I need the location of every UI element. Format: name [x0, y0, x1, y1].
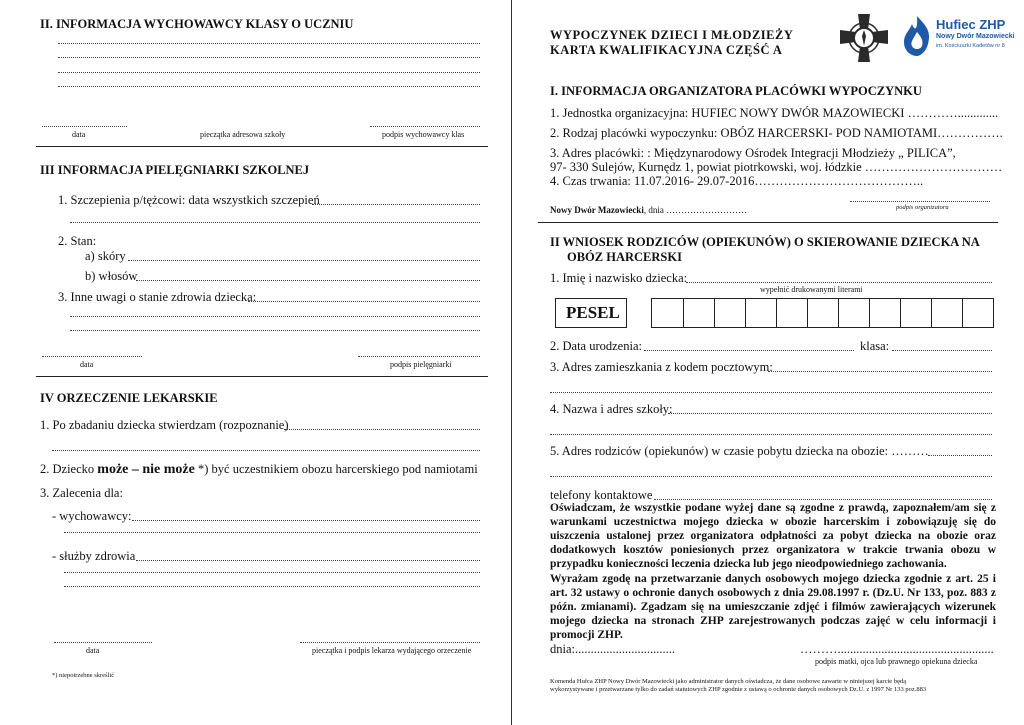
organizer-place: Nowy Dwór Mazowiecki: [550, 205, 644, 215]
school-label: 4. Nazwa i adres szkoły:: [550, 402, 673, 416]
school-field[interactable]: [668, 413, 992, 414]
footer-line-2: wykorzystywane i przetwarzane tylko do zadań statutowych ZHP zgodnie z ustawą o ochronie danych osobowych Dz.U. z 1997 Nr 133 poz.883: [550, 686, 927, 693]
organizer-place-date: [550, 205, 747, 215]
pesel-cell: [807, 299, 808, 327]
organizer-signature-label: podpis organizatora: [896, 204, 949, 211]
pesel-cell: [683, 299, 684, 327]
logo-sub2: im. Kościuszki Kadetów nr 8: [936, 43, 1005, 49]
section-iv-doctor-title: IV ORZECZENIE LEKARSKIE: [40, 391, 218, 405]
camp-type: 2. Rodzaj placówki wypoczynku: OBÓZ HARCERSKI- POD NAMIOTAMI…………….: [550, 126, 1003, 140]
vaccination-field-2[interactable]: [70, 222, 480, 223]
diagnosis-field-2[interactable]: [52, 450, 480, 451]
educators-field[interactable]: [132, 520, 480, 521]
pesel-cell: [869, 299, 870, 327]
phones-label: telefony kontaktowe: [550, 488, 653, 502]
camp-duration: 4. Czas trwania: 11.07.2016- 29.07-2016…………………………………..: [550, 174, 924, 188]
school-stamp-label: pieczątka adresowa szkoły: [200, 130, 286, 139]
section-divider: [36, 146, 488, 147]
parents-address-label: 5. Adres rodziców (opiekunów) w czasie pobytu dziecka na obozie: ………: [550, 444, 929, 458]
doctor-signature-line[interactable]: [300, 642, 480, 643]
pesel-cell: [714, 299, 715, 327]
birth-date-field[interactable]: [644, 350, 854, 351]
parent-signature-line[interactable]: ………..................................................: [800, 642, 994, 656]
hufiec-flame-logo-icon: [898, 14, 936, 58]
teacher-line[interactable]: [58, 72, 480, 73]
teacher-line[interactable]: [58, 43, 480, 44]
other-health-label: 3. Inne uwagi o stanie zdrowia dziecka:: [58, 290, 257, 304]
home-address-field-2[interactable]: [550, 392, 992, 393]
health-service-field-2[interactable]: [64, 572, 480, 573]
health-service-field[interactable]: [136, 560, 480, 561]
class-label: klasa:: [860, 339, 890, 353]
child-qualification-rest: *) być uczestnikiem obozu harcerskiego pod namiotami: [197, 462, 478, 476]
child-qualification: [40, 462, 478, 478]
home-address-field[interactable]: [768, 371, 992, 372]
hair-label: b) włosów: [85, 269, 138, 283]
organizer-date[interactable]: , dnia ………………………: [643, 205, 748, 215]
nurse-signature-line[interactable]: [358, 356, 480, 357]
pesel-cell: [900, 299, 901, 327]
health-service-field-3[interactable]: [64, 586, 480, 587]
logo-sub1: Nowy Dwór Mazowiecki: [936, 33, 1015, 40]
camp-address-1: 3. Adres placówki: : Międzynarodowy Ośrodek Integracji Młodzieży „ PILICA”,: [550, 146, 956, 160]
doctor-signature-label: pieczątka i podpis lekarza wydającego orzeczenie: [312, 646, 472, 655]
parents-address-field-2[interactable]: [550, 476, 992, 477]
skin-label: a) skóry: [85, 249, 126, 263]
pesel-label-box: [555, 298, 627, 328]
school-field-2[interactable]: [550, 434, 992, 435]
pesel-label: PESEL: [566, 303, 620, 322]
pesel-input[interactable]: [651, 298, 994, 328]
pesel-cell: [776, 299, 777, 327]
class-field[interactable]: [892, 350, 992, 351]
child-label: 2. Dziecko: [40, 462, 95, 476]
form-title-line2: KARTA KWALIFIKACYJNA CZĘŚĆ A: [550, 43, 783, 57]
section-ii-parents-title-1: II WNIOSEK RODZICÓW (OPIEKUNÓW) O SKIEROWANIE DZIECKA NA: [550, 235, 980, 249]
nurse-signature-label: podpis pielęgniarki: [390, 360, 452, 369]
may-may-not-choice[interactable]: może – nie może: [97, 462, 195, 477]
org-unit: 1. Jednostka organizacyjna: HUFIEC NOWY DWÓR MAZOWIECKI ………….............: [550, 106, 999, 120]
section-iii-nurse-title: III INFORMACJA PIELĘGNIARKI SZKOLNEJ: [40, 163, 310, 177]
pesel-cell: [838, 299, 839, 327]
section-i-organizer-title: I. INFORMACJA ORGANIZATORA PLACÓWKI WYPOCZYNKU: [550, 84, 922, 98]
pesel-cell: [745, 299, 746, 327]
diagnosis-label: 1. Po zbadaniu dziecka stwierdzam (rozpoznanie): [40, 418, 289, 432]
zhp-cross-logo: [838, 12, 890, 64]
footer-line-1: Komenda Hufca ZHP Nowy Dwór Mazowiecki jako administrator danych oświadcza, że dane osobowe zawarte w niniejszej karcie będą: [550, 678, 907, 685]
other-health-field[interactable]: [248, 301, 480, 302]
section-ii-teacher-title: II. INFORMACJA WYCHOWAWCY KLASY O UCZNIU: [40, 17, 354, 31]
teacher-date-label: data: [72, 130, 86, 139]
nurse-date-line[interactable]: [42, 356, 142, 357]
parent-declaration: Oświadczam, że wszystkie podane wyżej dane są zgodne z prawdą, zapoznałem/am się z warunkami uczestnictwa mojego dziecka w obozie harcerskim i zobowiązuję się do uiszczenia ustalonej przez organizatora odpłatności za pobyt dziecka na obozie oraz dodatkowych kosztów poniesionych przez organizatora w trakcie trwania obozu w przypadku konieczności leczenia dziecka lub jego nieodpowiedniego zachowania.: [550, 502, 996, 570]
recommendations-label: 3. Zalecenia dla:: [40, 486, 123, 500]
parent-signature-label: podpis matki, ojca lub prawnego opiekuna dziecka: [815, 657, 978, 666]
child-name-label: 1. Imię i nazwisko dziecka:: [550, 271, 688, 285]
organizer-signature-line[interactable]: [850, 201, 990, 202]
educators-label: - wychowawcy:: [52, 509, 132, 523]
skin-field[interactable]: [128, 260, 480, 261]
vaccination-label: 1. Szczepienia p/tężcowi: data wszystkich szczepień: [58, 193, 320, 207]
footnote: *) niepotrzebne skreślić: [52, 672, 115, 679]
other-health-field-3[interactable]: [70, 330, 480, 331]
child-name-hint: wypełnić drukowanymi literami: [760, 285, 863, 294]
doctor-date-line[interactable]: [54, 642, 152, 643]
section-divider: [36, 376, 488, 377]
teacher-line[interactable]: [58, 57, 480, 58]
logo-brand: Hufiec ZHP: [936, 17, 1006, 32]
section-divider: [538, 222, 998, 223]
camp-address-2: 97- 330 Sulejów, Kurnędz 1, powiat piotrkowski, woj. łódzkie ……………………………: [550, 160, 1003, 174]
data-processing-consent: Wyrażam zgodę na przetwarzanie danych osobowych mojego dziecka zgodnie z art. 25 i art. 32 ustawy o ochronie danych osobowych z dnia 29.08.1997 r. (Dz.U. Nr 133, poz. 883 z późn. zmianami). Zgadzam się na umieszczanie zdjęć i filmów zawierających wizerunek mojego dziecka na stronach ZHP zarejestrowanych podczas zajęć w celu informacji i promocji ZHP.: [550, 573, 996, 641]
home-address-label: 3. Adres zamieszkania z kodem pocztowym:: [550, 360, 773, 374]
phones-field[interactable]: [654, 499, 992, 500]
teacher-signature-line[interactable]: [370, 126, 480, 127]
section-ii-parents-title-2: OBÓZ HARCERSKI: [567, 250, 682, 264]
other-health-field-2[interactable]: [70, 316, 480, 317]
state-label: 2. Stan:: [58, 234, 97, 248]
pesel-cell: [962, 299, 963, 327]
doctor-date-label: data: [86, 646, 100, 655]
health-service-label: - służby zdrowia: [52, 549, 136, 563]
parents-address-field[interactable]: [928, 455, 992, 456]
diagnosis-field[interactable]: [284, 429, 480, 430]
educators-field-2[interactable]: [64, 532, 480, 533]
form-title-line1: WYPOCZYNEK DZIECI I MŁODZIEŻY: [550, 28, 794, 42]
child-name-field[interactable]: [686, 282, 992, 283]
nurse-date-label: data: [80, 360, 94, 369]
birth-date-label: 2. Data urodzenia:: [550, 339, 642, 353]
parent-date[interactable]: dnia:................................: [550, 642, 675, 656]
teacher-signature-label: podpis wychowawcy klas: [382, 130, 465, 139]
teacher-date-line[interactable]: [42, 126, 127, 127]
page-divider: [511, 0, 512, 725]
hair-field[interactable]: [136, 280, 480, 281]
vaccination-field[interactable]: [312, 204, 480, 205]
pesel-cell: [931, 299, 932, 327]
teacher-line[interactable]: [58, 86, 480, 87]
